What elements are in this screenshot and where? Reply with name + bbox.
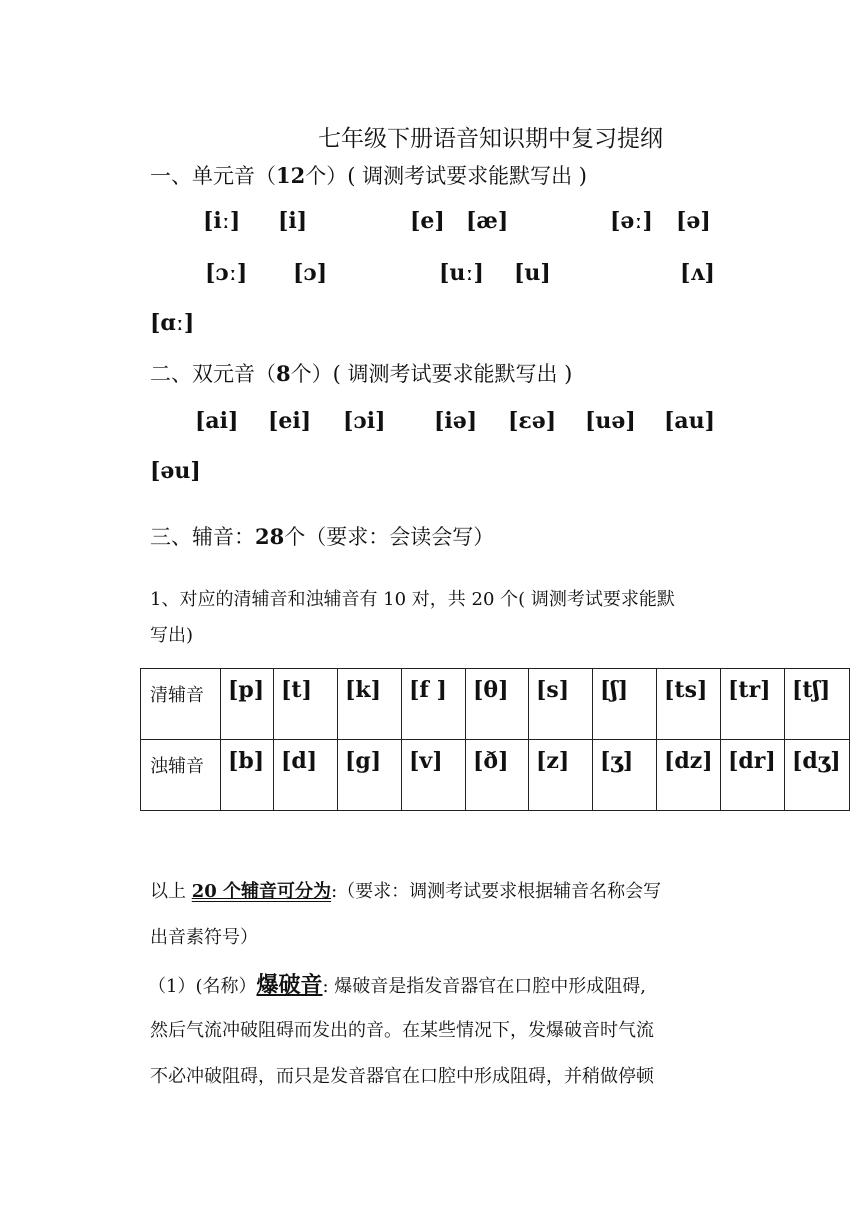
diphthong: [əu]: [150, 458, 201, 484]
diphthong: [ɔi]: [343, 408, 386, 434]
paragraph-2-rest: : 爆破音是指发音器官在口腔中形成阻碍,: [322, 976, 647, 997]
paragraph-1-rest: :（要求：调测考试要求根据辅音名称会写: [331, 881, 662, 902]
paragraph-1-line-2: 出音素符号）: [150, 927, 258, 948]
section-1-heading: [150, 160, 587, 190]
voiceless-consonant: [s]: [529, 669, 593, 740]
voiced-consonant: [dz]: [657, 740, 721, 811]
voiceless-label: 清辅音: [141, 669, 221, 740]
voiced-consonant: [ʒ]: [593, 740, 657, 811]
monophthong: [u]: [514, 260, 551, 286]
voiced-consonant: [d]: [274, 740, 338, 811]
voiceless-consonant: [p]: [221, 669, 274, 740]
monophthong: [ɔː]: [205, 260, 248, 286]
monophthong: [e]: [410, 208, 445, 234]
paragraph-1-emphasis: 20 个辅音可分为: [191, 881, 332, 902]
section-2-count: 8: [276, 361, 291, 386]
voiceless-consonant: [θ]: [466, 669, 529, 740]
section-1-heading-rest: 个）( 调测考试要求能默写出 ): [305, 164, 587, 188]
section-3-heading-rest: 个（要求：会读会写）: [284, 525, 495, 549]
paragraph-2-line-2: 然后气流冲破阻碍而发出的音。在某些情况下，发爆破音时气流: [150, 1020, 654, 1041]
diphthong: [ɛə]: [508, 408, 557, 434]
document-title: 七年级下册语音知识期中复习提纲: [318, 126, 663, 152]
section-3-count: 28: [255, 524, 285, 549]
voiced-consonant: [dr]: [721, 740, 785, 811]
diphthong: [uə]: [585, 408, 636, 434]
voiceless-consonant: [tr]: [721, 669, 785, 740]
monophthong: [uː]: [439, 260, 484, 286]
monophthong: [ə]: [676, 208, 711, 234]
paragraph-1-line-1: [150, 877, 661, 903]
voiced-consonant: [v]: [402, 740, 466, 811]
paragraph-2-line-3: 不必冲破阻碍，而只是发音器官在口腔中形成阻碍，并稍做停顿: [150, 1066, 654, 1087]
paragraph-1-prefix: 以上: [150, 881, 192, 902]
voiceless-consonant: [k]: [338, 669, 402, 740]
monophthong: [iː]: [203, 208, 241, 234]
voiced-consonant: [g]: [338, 740, 402, 811]
monophthong: [ɑː]: [150, 310, 195, 336]
consonant-table: [140, 668, 850, 811]
section-1-heading-prefix: 一、单元音（: [150, 164, 276, 188]
voiced-consonant: [b]: [221, 740, 274, 811]
diphthong: [ai]: [195, 408, 239, 434]
monophthong: [ʌ]: [680, 260, 715, 286]
voiceless-consonant: [ts]: [657, 669, 721, 740]
voiceless-consonant: [f ]: [402, 669, 466, 740]
section-2-heading-rest: 个）( 调测考试要求能默写出 ): [290, 362, 573, 386]
monophthong: [i]: [278, 208, 308, 234]
voiced-row: [141, 740, 850, 811]
diphthong: [iə]: [434, 408, 478, 434]
voiced-consonant: [dʒ]: [785, 740, 850, 811]
item-1-line-1: 1、对应的清辅音和浊辅音有 10 对，共 20 个( 调测考试要求能默: [150, 589, 675, 610]
monophthong: [æ]: [466, 208, 509, 234]
section-2-heading: [150, 358, 572, 388]
paragraph-2-line-1: [148, 968, 646, 999]
section-3-heading-prefix: 三、辅音：: [150, 525, 255, 549]
monophthong: [əː]: [610, 208, 653, 234]
voiceless-consonant: [t]: [274, 669, 338, 740]
voiceless-consonant: [ʃ]: [593, 669, 657, 740]
voiceless-consonant: [tʃ]: [785, 669, 850, 740]
voiced-label: 浊辅音: [141, 740, 221, 811]
diphthong: [ei]: [268, 408, 312, 434]
item-1-line-2: 写出): [150, 625, 194, 646]
section-1-count: 12: [276, 163, 306, 188]
paragraph-2-prefix: （1）(名称）: [148, 976, 257, 997]
monophthong: [ɔ]: [293, 260, 328, 286]
section-3-heading: [150, 521, 494, 551]
diphthong: [au]: [664, 408, 716, 434]
voiced-consonant: [z]: [529, 740, 593, 811]
voiceless-row: [141, 669, 850, 740]
plosive-term: 爆破音: [256, 972, 323, 998]
voiced-consonant: [ð]: [466, 740, 529, 811]
section-2-heading-prefix: 二、双元音（: [150, 362, 276, 386]
